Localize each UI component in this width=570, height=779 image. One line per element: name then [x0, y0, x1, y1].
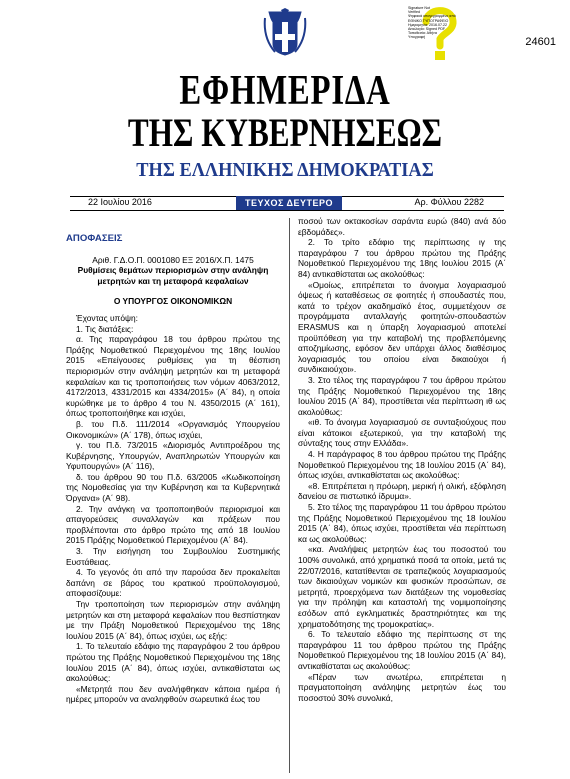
- gazette-subtitle: ΤΗΣ ΕΛΛΗΝΙΚΗΣ ΔΗΜΟΚΡΑΤΙΑΣ: [136, 159, 434, 181]
- signature-line: ΕΘΝΙΚΟ ΤΥΠΟΓΡΑΦΕΙΟ: [408, 18, 449, 23]
- paragraph: β. του Π.δ. 111/2014 «Οργανισμός Υπουργείου Οικονομικών» (Α΄ 178), όπως ισχύει,: [66, 418, 280, 440]
- issuing-authority: Ο ΥΠΟΥΡΓΟΣ ΟΙΚΟΝΟΜΙΚΩΝ: [113, 296, 233, 307]
- signature-line: Ημερομηνία: 2016.07.22: [408, 22, 448, 27]
- paragraph: 3. Στο τέλος της παραγράφου 7 του άρθρου πρώτου της Πράξης Νομοθετικού Περιεχομένου της 18ης Ιουλίου 2015 (Α΄ 84), προστίθεται νέα περίπτωση ιθ ως ακολούθως:: [298, 374, 506, 417]
- quoted-text: «κα. Αναλήψεις μετρητών έως του ποσοστού του 100% συνολικά, από χρηματικά ποσά τα οποία, μετά τις 22/07/2016, κατατίθενται σε τραπεζικούς λογαριασμούς των δικαιούχων νομικών και φυσικών προσώπων, σε μετρητά, προερχόμενα των διατάξεων της νομοθεσίας για την πρόληψη και καταστολή της νομιμοποίησης εσόδων από εγκληματικές δραστηριότητες και της χρηματοδότησης της τρομοκρατίας».: [298, 544, 506, 629]
- paragraph: 6. Το τελευταίο εδάφιο της περίπτωσης στ της παραγράφου 11 του άρθρου πρώτου της Πράξης Νομοθετικού Περιεχομένου της 18 Ιουλίου 2015 (Α΄ 84), αντικαθίσταται ως ακολούθως:: [298, 629, 506, 671]
- decision-title: Ρυθμίσεις θεμάτων περιορισμών στην ανάληψη μετρητών και τη μεταφορά κεφαλαίων: [77, 265, 269, 286]
- gazette-title-line2: ΤΗΣ ΚΥΒΕΡΝΗΣΕΩΣ: [127, 110, 443, 155]
- paragraph: 1. Τις διατάξεις:: [76, 323, 134, 334]
- decision-number: Αριθ. Γ.Δ.Ο.Π. 0001080 ΕΞ 2016/Χ.Π. 1475: [92, 254, 254, 265]
- issue-bar: [70, 196, 504, 212]
- quoted-text: «8. Επιτρέπεται η πρόωρη, μερική ή ολική, εξόφληση δανείου σε πιστωτικό ίδρυμα».: [298, 480, 506, 502]
- paragraph: ποσού των οκτακοσίων σαράντα ευρώ (840) ανά δύο εβδομάδες».: [298, 216, 506, 237]
- paragraph: α. Της παραγράφου 18 του άρθρου πρώτου της Πράξης Νομοθετικού Περιεχομένου της 18ης Ιουλίου 2015 «Επείγουσες ρυθμίσεις για τη θέσπιση περιορισμών στην ανάληψη μετρητών και τη μεταφορά κεφαλαίων και τις τροποποιήσεις των νόμων 4063/2012, 4172/2013, 4331/2015 και 4334/2015» (Α΄ 84), η οποία κυρώθηκε με το άρθρο 4 του Ν. 4350/2015 (Α΄ 161), όπως τροποποιήθηκε και ισχύει,: [66, 334, 280, 419]
- paragraph: 1. Το τελευταίο εδάφιο της παραγράφου 2 του άρθρου πρώτου της Πράξης Νομοθετικού Περιεχομένου της 18ης Ιουλίου 2015 (Α΄ 84), όπως ισχύει, αντικαθίσταται ως ακολούθως:: [66, 641, 280, 684]
- signature-not-verified-icon: [408, 4, 470, 62]
- page-number: 24601: [525, 36, 556, 48]
- paragraph: 4. Η παράγραφος 8 του άρθρου πρώτου της Πράξης Νομοθετικού Περιεχομένου της 18 Ιουλίου 2015 (Α΄ 84), όπως ισχύει, αντικαθίσταται ως ακολούθως:: [298, 449, 506, 481]
- signature-line: Υπογραφή: [408, 35, 426, 40]
- quoted-text: «ιθ. Το άνοιγμα λογαριασμού σε συνταξιούχους που είναι κάτοικοι εξωτερικού, για την καταβολή της σύνταξης τους στην Ελλάδα».: [298, 417, 506, 449]
- paragraph: δ. του άρθρου 90 του Π.δ. 63/2005 «Κωδικοποίηση της Νομοθεσίας για την Κυβέρνηση και τα Κυβερνητικά Όργανα» (Α΄ 98).: [66, 471, 280, 504]
- paragraph: Την τροποποίηση των περιορισμών στην ανάληψη μετρητών και στη μεταφορά κεφαλαίων που θεσπίστηκαν με την Πράξη Νομοθετικού Περιεχομένου της 18ης Ιουλίου 2015 (Α΄ 84), όπως ισχύει, ως εξής:: [66, 599, 280, 641]
- paragraph: 3. Την εισήγηση του Συμβουλίου Συστημικής Ευστάθειας.: [66, 546, 280, 567]
- issue-series: ΤΕΥΧΟΣ ΔΕΥΤΕΡΟ: [236, 196, 342, 210]
- paragraph: Έχοντας υπόψη:: [76, 312, 138, 323]
- quoted-text: «Ομοίως, επιτρέπεται το άνοιγμα λογαριασμού όψεως ή καταθέσεως σε φοιτητές ή σπουδαστές που, κατά το τρέχον ακαδημαϊκό έτος, συμμετέχουν σε προγράμματα ανταλλαγής φοιτητών-σπουδαστών ERASMUS και η ύπαρξη λογαριασμού αποτελεί προϋπόθεση για την καταβολή της προβλεπόμενης αποζημίωσης, εφόσον δεν υπάρχει άλλος διαθέσιμος λογαριασμός του οποίου είναι δικαιούχοι ή συνδικαιούχοι».: [298, 279, 506, 375]
- quoted-text: «Μετρητά που δεν αναλήφθηκαν κάποια ημέρα ή ημέρες μπορούν να αναληφθούν σωρευτικά έως του: [66, 683, 280, 705]
- issue-date: 22 Ιουλίου 2016: [88, 197, 152, 207]
- paragraph: 2. Την ανάγκη να τροποποιηθούν περιορισμοί και απαγορεύσεις συναλλαγών και πράξεων που προβλέπονται στο άρθρο πρώτο της από 18 Ιουλίου 2015 Πράξης Νομοθετικού Περιεχομένου (Α΄ 84).: [66, 503, 280, 546]
- sheet-number: Αρ. Φύλλου 2282: [414, 197, 484, 207]
- paragraph: 4. Το γεγονός ότι από την παρούσα δεν προκαλείται δαπάνη σε βάρος του κρατικού προϋπολογισμού, αποφασίζουμε:: [66, 567, 280, 599]
- signature-line: Verified: [408, 10, 420, 15]
- greek-coat-of-arms-icon: [263, 8, 307, 58]
- signature-line: Ψηφιακά υπογεγραμμένο από: [408, 14, 456, 19]
- quoted-text: «Πέραν των ανωτέρω, επιτρέπεται η πραγματοποίηση ανάληψης μετρητών έως του ποσοστού 30% συνολικά,: [298, 671, 506, 703]
- paragraph: γ. του Π.δ. 73/2015 «Διορισμός Αντιπροέδρου της Κυβέρνησης, Υπουργών, Αναπληρωτών Υπουργών και Υφυπουργών» (Α΄ 116),: [66, 440, 280, 472]
- signature-line: Αιτιολογία: Signed PDF: [408, 27, 446, 32]
- left-column: [66, 216, 280, 705]
- paragraph: 5. Στο τέλος της παραγράφου 11 του άρθρου πρώτου της Πράξης Νομοθετικού Περιεχομένου της 18 Ιουλίου 2015 (Α΄ 84), όπως ισχύει, προστίθεται νέα περίπτωση κα ως ακολούθως:: [298, 502, 506, 544]
- gazette-title: ΕΦΗΜΕΡΙΔΑ: [179, 68, 391, 114]
- paragraph: 2. Το τρίτο εδάφιο της περίπτωσης ιγ της παραγράφου 7 του άρθρου πρώτου της Πράξης Νομοθετικού Περιεχομένου της 18ης Ιουλίου 2015 (Α΄ 84) αντικαθίσταται ως ακολούθως:: [298, 237, 506, 279]
- right-column: [298, 216, 506, 703]
- rule: [70, 210, 504, 211]
- signature-line: Signature Not: [408, 6, 430, 10]
- section-heading: ΑΠΟΦΑΣΕΙΣ: [66, 233, 123, 244]
- column-divider: [289, 218, 290, 773]
- signature-line: Τοποθεσία: Αθήνα: [408, 31, 437, 36]
